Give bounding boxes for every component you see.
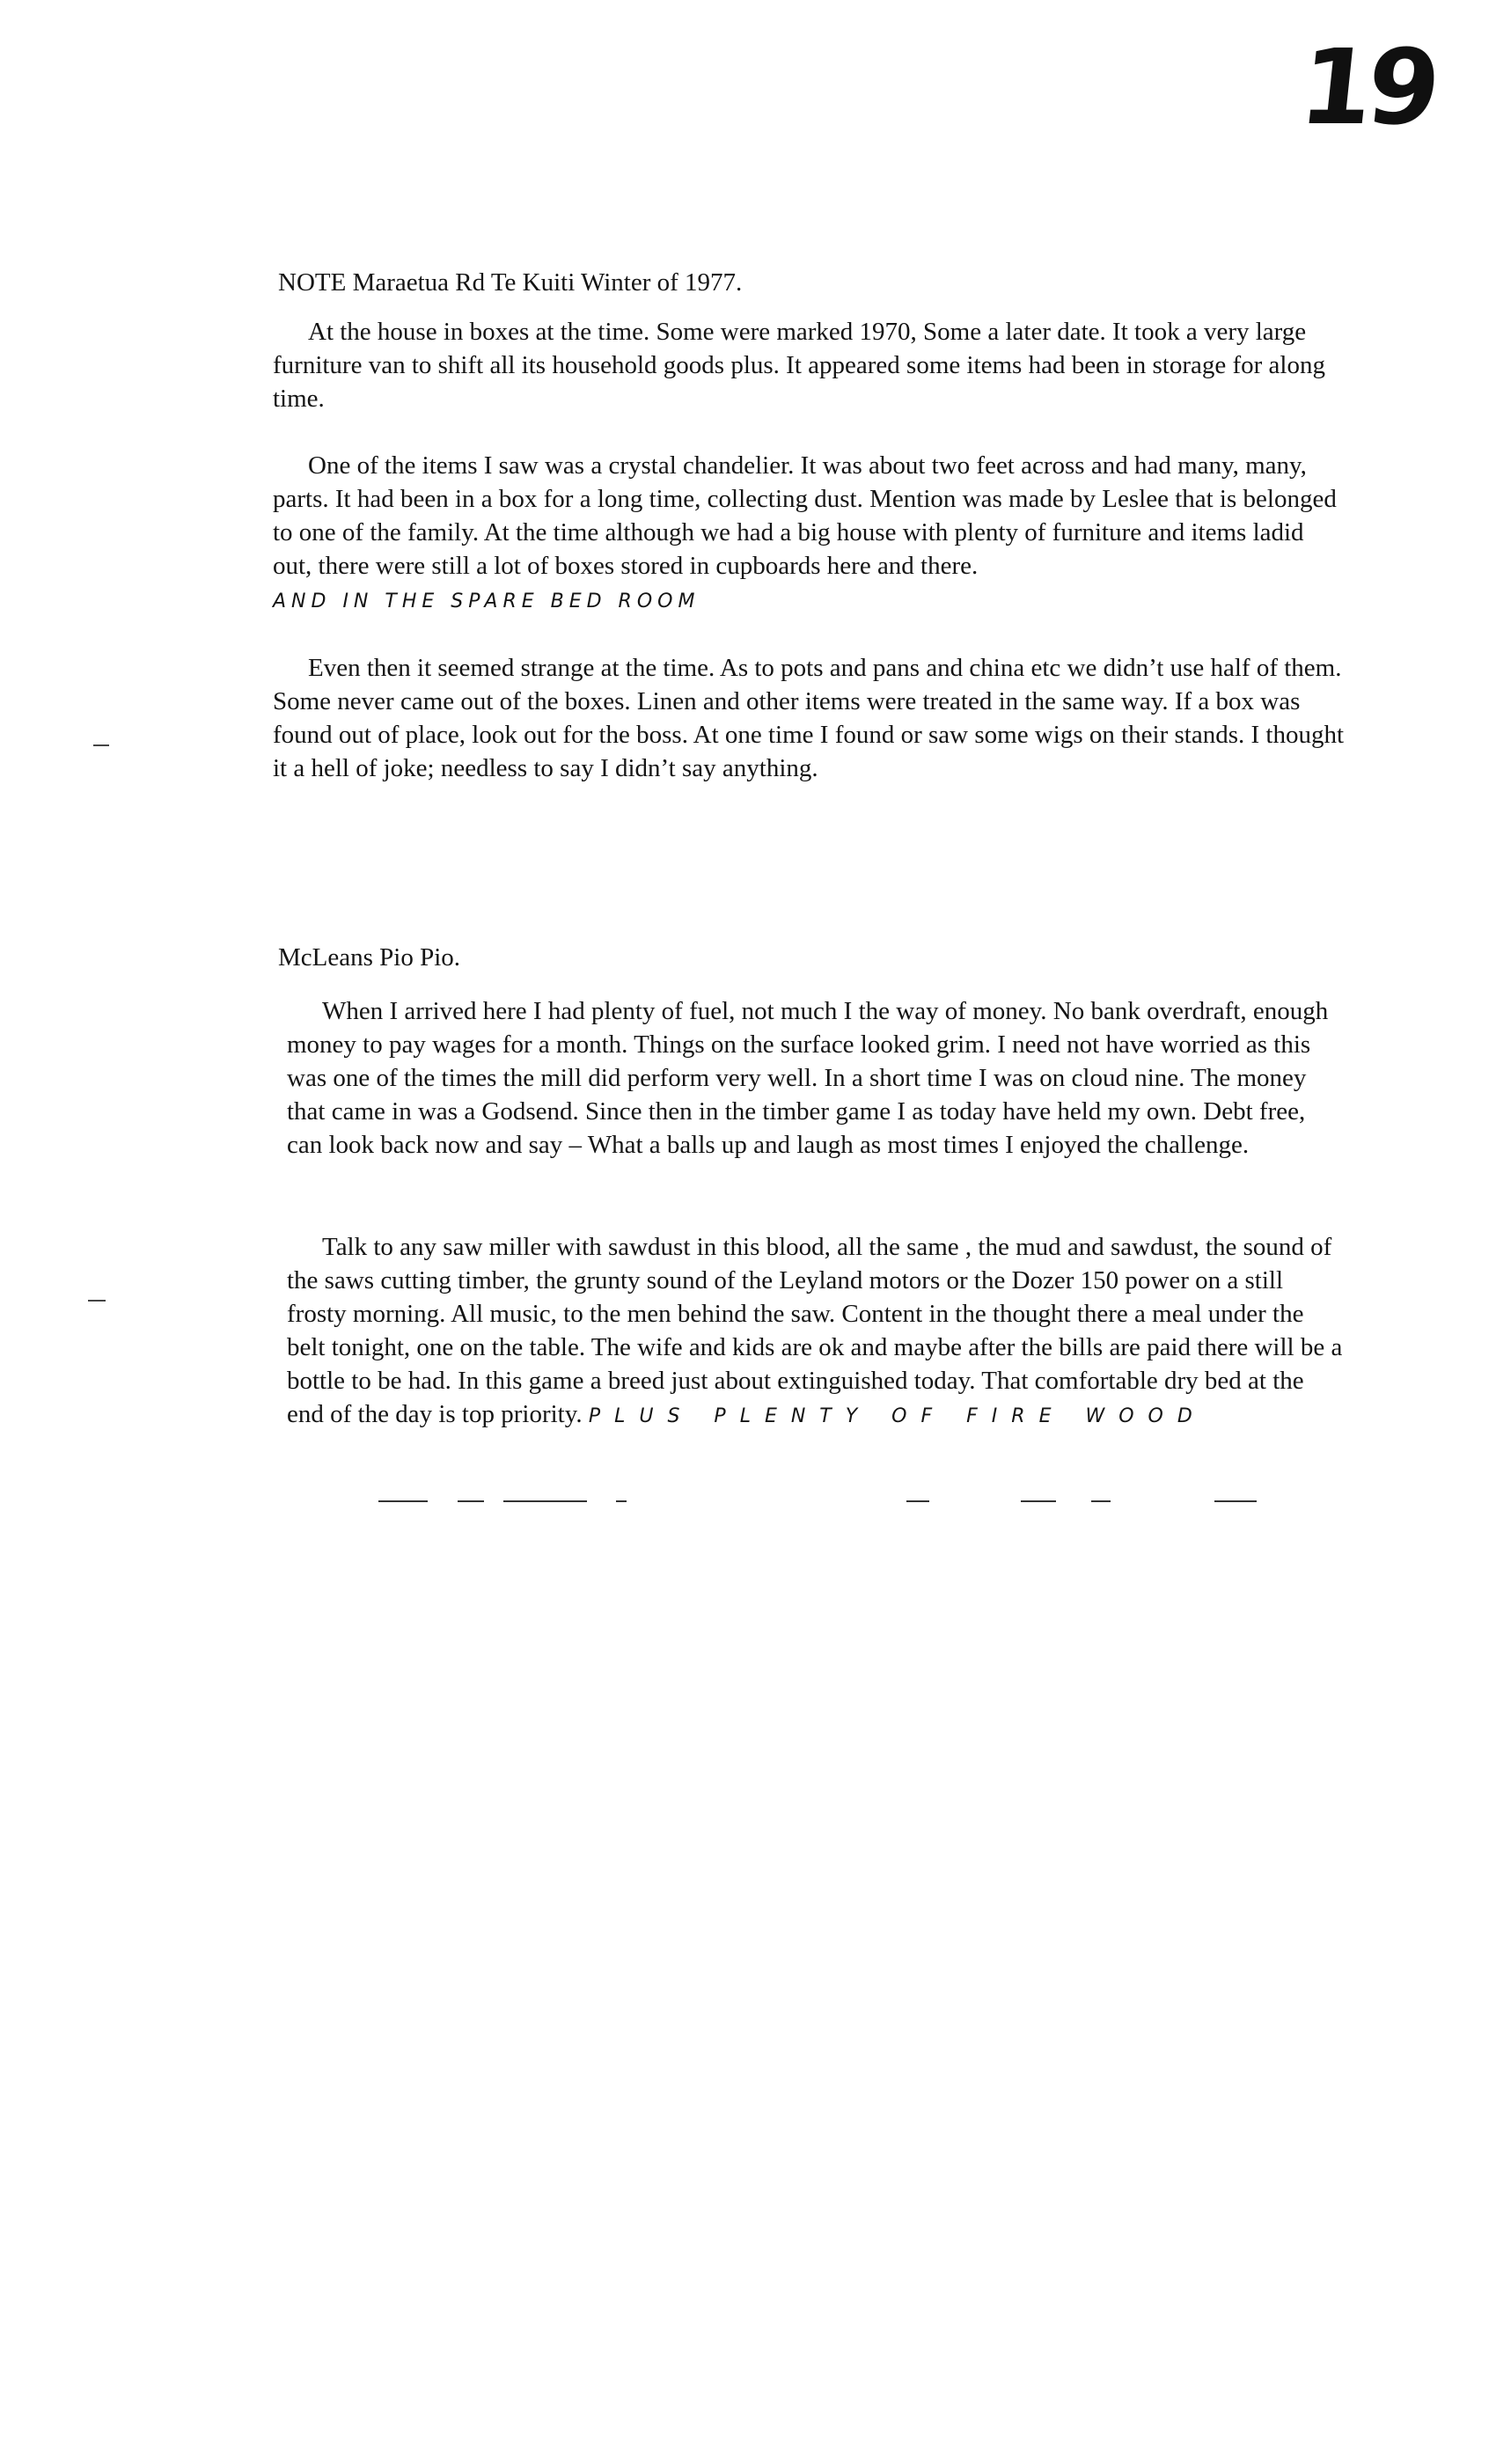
section-heading-mcleans: McLeans Pio Pio. bbox=[278, 943, 461, 972]
paragraph-1: At the house in boxes at the time. Some were marked 1970, Some a later date. It took a very large furniture van to shift all its household goods plus. It appeared some items had been in storage for along time. bbox=[273, 318, 1325, 413]
rule-segment-4 bbox=[616, 1500, 627, 1502]
paragraph-3: Even then it seemed strange at the time. As to pots and pans and china etc we didn’t use half of them. Some never came out of the boxes. Linen and other items were treated in the same way. If a box was found out of place, look out for the boss. At one time I found or saw some wigs on their stands. I thought it a hell of joke; needless to say I didn’t say anything. bbox=[273, 654, 1345, 782]
rule-segment-5 bbox=[906, 1500, 929, 1502]
paragraph-2-text: One of the items I saw was a crystal chandelier. It was about two feet across and had many, many, parts. It had been in a box for a long time, collecting dust. Mention was made by Leslee that is belonged to one of the family. At the time although we had a big house with plenty of furniture and items ladid out, there were still a lot of boxes stored in cupboards here and there. bbox=[273, 451, 1337, 580]
page-number: 19 bbox=[1294, 26, 1441, 148]
margin-mark-1 bbox=[93, 744, 109, 746]
handwritten-note-spare-bed-room: AND IN THE SPARE BED ROOM bbox=[273, 590, 700, 612]
section-heading-maraetua: NOTE Maraetua Rd Te Kuiti Winter of 1977. bbox=[278, 268, 743, 297]
paragraph-5-text: Talk to any saw miller with sawdust in this blood, all the same , the mud and sawdust, the sound of the saws cutting timber, the grunty sound of the Leyland motors or the Dozer 150 power on a still frosty morning. All music, to the men behind the saw. Content in the thought there a meal under the belt tonight, one on the table. The wife and kids are ok and maybe after the bills are paid there will be a bottle to be had. In this game a breed just about extinguished today. That comfortable dry bed at the end of the day is top priority. bbox=[287, 1233, 1343, 1428]
rule-segment-7 bbox=[1091, 1500, 1111, 1502]
paragraph-4: When I arrived here I had plenty of fuel, not much I the way of money. No bank overdraft, enough money to pay wages for a month. Things on the surface looked grim. I need not have worried as this was one of the times the mill did perform very well. In a short time I was on cloud nine. The money that came in was a Godsend. Since then in the timber game I as today have held my own. Debt free, can look back now and say – What a balls up and laugh as most times I enjoyed the challenge. bbox=[287, 997, 1329, 1159]
handwritten-note-fire-wood: PLUS PLENTY OF FIRE WOOD bbox=[588, 1405, 1206, 1427]
rule-segment-6 bbox=[1021, 1500, 1056, 1502]
rule-segment-8 bbox=[1214, 1500, 1257, 1502]
rule-segment-1 bbox=[378, 1500, 428, 1502]
rule-segment-3 bbox=[503, 1500, 587, 1502]
paragraph-2 bbox=[273, 449, 1345, 619]
margin-mark-2 bbox=[88, 1300, 106, 1302]
paragraph-5 bbox=[287, 1230, 1343, 1434]
rule-segment-2 bbox=[458, 1500, 484, 1502]
